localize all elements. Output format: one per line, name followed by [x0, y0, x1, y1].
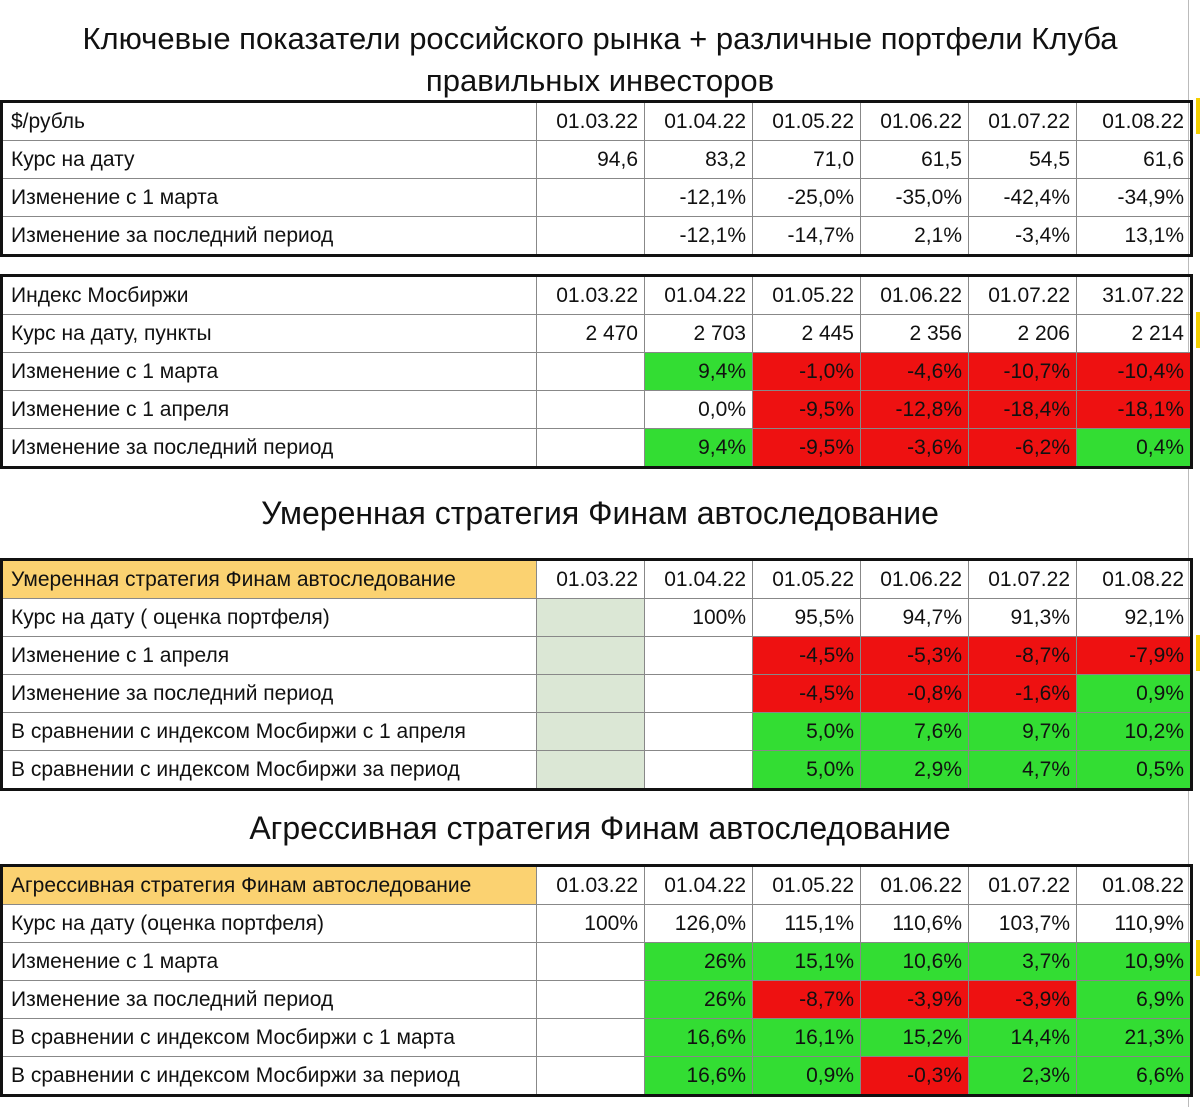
- table-cell: -7,9%: [1077, 637, 1192, 675]
- table-cell: 100%: [537, 905, 645, 943]
- table-cell: 5,0%: [753, 713, 861, 751]
- table-row: [2, 315, 1192, 353]
- table-cell: -1,0%: [753, 353, 861, 391]
- table-row: [2, 217, 1192, 256]
- table-cell: [537, 391, 645, 429]
- row-label: $/рубль: [2, 102, 537, 141]
- row-label: Изменение за последний период: [2, 675, 537, 713]
- table-cell: 0,0%: [645, 391, 753, 429]
- table-cell: [645, 637, 753, 675]
- table-cell: 26%: [645, 943, 753, 981]
- row-label: Курс на дату ( оценка портфеля): [2, 599, 537, 637]
- table-cell: [645, 713, 753, 751]
- table-cell: 01.03.22: [537, 276, 645, 315]
- table-cell: -12,1%: [645, 217, 753, 256]
- table-cell: 01.04.22: [645, 102, 753, 141]
- table-cell: 01.04.22: [645, 276, 753, 315]
- row-label: В сравнении с индексом Мосбиржи с 1 марта: [2, 1019, 537, 1057]
- table-cell: 9,4%: [645, 353, 753, 391]
- table-cell: 2 445: [753, 315, 861, 353]
- table-cell: 71,0: [753, 141, 861, 179]
- table-cell: -4,5%: [753, 675, 861, 713]
- row-label: Изменение с 1 апреля: [2, 391, 537, 429]
- table-cell: [537, 429, 645, 468]
- table-cell: 26%: [645, 981, 753, 1019]
- table-row: [2, 276, 1192, 315]
- table-cell: 16,6%: [645, 1019, 753, 1057]
- table-cell: [537, 217, 645, 256]
- table-cell: 92,1%: [1077, 599, 1192, 637]
- edge-marker: [1196, 98, 1200, 134]
- table-cell: 0,9%: [1077, 675, 1192, 713]
- table-cell: 2 214: [1077, 315, 1192, 353]
- table-cell: 61,5: [861, 141, 969, 179]
- row-label: В сравнении с индексом Мосбиржи с 1 апреля: [2, 713, 537, 751]
- table-cell: [537, 637, 645, 675]
- table-row: [2, 1019, 1192, 1057]
- edge-marker: [1196, 940, 1200, 976]
- table-cell: 01.06.22: [861, 866, 969, 905]
- table-row: [2, 102, 1192, 141]
- table-cell: 54,5: [969, 141, 1077, 179]
- table-cell: 21,3%: [1077, 1019, 1192, 1057]
- table-cell: 4,7%: [969, 751, 1077, 790]
- row-label: Изменение за последний период: [2, 429, 537, 468]
- table-cell: -9,5%: [753, 429, 861, 468]
- table-cell: -8,7%: [753, 981, 861, 1019]
- table-row: [2, 751, 1192, 790]
- table-cell: 0,9%: [753, 1057, 861, 1096]
- table-cell: 01.03.22: [537, 866, 645, 905]
- table-cell: 01.07.22: [969, 560, 1077, 599]
- table-cell: 10,9%: [1077, 943, 1192, 981]
- row-label: В сравнении с индексом Мосбиржи за период: [2, 1057, 537, 1096]
- table-cell: -9,5%: [753, 391, 861, 429]
- table-row: [2, 391, 1192, 429]
- table-cell: 01.05.22: [753, 866, 861, 905]
- row-label: Изменение за последний период: [2, 217, 537, 256]
- table-cell: -10,4%: [1077, 353, 1192, 391]
- table-cell: 01.07.22: [969, 866, 1077, 905]
- table-cell: 103,7%: [969, 905, 1077, 943]
- table-cell: 01.03.22: [537, 560, 645, 599]
- table-cell: -12,1%: [645, 179, 753, 217]
- table-cell: [537, 599, 645, 637]
- table-cell: 110,6%: [861, 905, 969, 943]
- row-label: Курс на дату, пункты: [2, 315, 537, 353]
- table-cell: 16,6%: [645, 1057, 753, 1096]
- table-cell: 2,3%: [969, 1057, 1077, 1096]
- table-row: [2, 353, 1192, 391]
- table-cell: [537, 751, 645, 790]
- table-cell: -25,0%: [753, 179, 861, 217]
- table-cell: -4,6%: [861, 353, 969, 391]
- table-cell: 2 703: [645, 315, 753, 353]
- table-row: [2, 141, 1192, 179]
- table-cell: -10,7%: [969, 353, 1077, 391]
- table-cell: 01.08.22: [1077, 102, 1192, 141]
- table-cell: -6,2%: [969, 429, 1077, 468]
- table-cell: 2 206: [969, 315, 1077, 353]
- table-cell: 10,2%: [1077, 713, 1192, 751]
- table-cell: 01.04.22: [645, 866, 753, 905]
- table-cell: 13,1%: [1077, 217, 1192, 256]
- table-cell: [537, 943, 645, 981]
- table-cell: [645, 675, 753, 713]
- row-label: Индекс Мосбиржи: [2, 276, 537, 315]
- table-row: [2, 905, 1192, 943]
- row-label: Изменение с 1 марта: [2, 353, 537, 391]
- table-row: [2, 599, 1192, 637]
- table-cell: 61,6: [1077, 141, 1192, 179]
- table-cell: 95,5%: [753, 599, 861, 637]
- table-cell: 01.07.22: [969, 276, 1077, 315]
- table-cell: 2,1%: [861, 217, 969, 256]
- table-cell: -18,1%: [1077, 391, 1192, 429]
- table-cell: -3,9%: [861, 981, 969, 1019]
- table-cell: 2 470: [537, 315, 645, 353]
- table-cell: -42,4%: [969, 179, 1077, 217]
- row-label: Курс на дату (оценка портфеля): [2, 905, 537, 943]
- table-cell: 01.08.22: [1077, 866, 1192, 905]
- edge-marker: [1196, 635, 1200, 671]
- table-cell: [537, 675, 645, 713]
- table-cell: -14,7%: [753, 217, 861, 256]
- table-cell: -3,4%: [969, 217, 1077, 256]
- table-cell: 31.07.22: [1077, 276, 1192, 315]
- table-cell: 115,1%: [753, 905, 861, 943]
- table-cell: 9,4%: [645, 429, 753, 468]
- table-cell: -3,9%: [969, 981, 1077, 1019]
- table-row: [2, 560, 1192, 599]
- table-cell: 2,9%: [861, 751, 969, 790]
- table-cell: 6,6%: [1077, 1057, 1192, 1096]
- table-cell: -5,3%: [861, 637, 969, 675]
- table-cell: 01.06.22: [861, 560, 969, 599]
- row-label: В сравнении с индексом Мосбиржи за период: [2, 751, 537, 790]
- table-cell: 16,1%: [753, 1019, 861, 1057]
- table-cell: -18,4%: [969, 391, 1077, 429]
- table-cell: -35,0%: [861, 179, 969, 217]
- page-title: Ключевые показатели российского рынка + различные портфели Клуба правильных инвесторов: [82, 21, 1118, 98]
- table-cell: 0,5%: [1077, 751, 1192, 790]
- table-cell: -34,9%: [1077, 179, 1192, 217]
- table-cell: -0,8%: [861, 675, 969, 713]
- table-row: [2, 713, 1192, 751]
- table-cell: 01.08.22: [1077, 560, 1192, 599]
- table-cell: 3,7%: [969, 943, 1077, 981]
- table-row: [2, 981, 1192, 1019]
- table-cell: 10,6%: [861, 943, 969, 981]
- table-cell: -4,5%: [753, 637, 861, 675]
- table-cell: [537, 1057, 645, 1096]
- table-cell: 14,4%: [969, 1019, 1077, 1057]
- table-cell: 94,6: [537, 141, 645, 179]
- row-label: Изменение с 1 марта: [2, 179, 537, 217]
- row-label: Изменение за последний период: [2, 981, 537, 1019]
- row-label: Курс на дату: [2, 141, 537, 179]
- table-row: [2, 429, 1192, 468]
- table-cell: 01.05.22: [753, 102, 861, 141]
- table-row: [2, 866, 1192, 905]
- table-cell: 0,4%: [1077, 429, 1192, 468]
- table-row: [2, 675, 1192, 713]
- table-cell: 5,0%: [753, 751, 861, 790]
- table-cell: [537, 179, 645, 217]
- table-cell: 126,0%: [645, 905, 753, 943]
- table-cell: 9,7%: [969, 713, 1077, 751]
- table-cell: 01.06.22: [861, 102, 969, 141]
- table-cell: [537, 713, 645, 751]
- aggressive-table: [0, 864, 1193, 1097]
- row-label: Изменение с 1 марта: [2, 943, 537, 981]
- table-cell: -8,7%: [969, 637, 1077, 675]
- table-cell: 15,2%: [861, 1019, 969, 1057]
- table-row: [2, 943, 1192, 981]
- table-cell: [537, 981, 645, 1019]
- table-row: [2, 637, 1192, 675]
- table-cell: 15,1%: [753, 943, 861, 981]
- table-row: [2, 1057, 1192, 1096]
- row-label: Умеренная стратегия Финам автоследование: [2, 560, 537, 599]
- moderate-heading: Умеренная стратегия Финам автоследование: [261, 495, 939, 531]
- table-cell: 7,6%: [861, 713, 969, 751]
- row-label: Агрессивная стратегия Финам автоследование: [2, 866, 537, 905]
- moderate-table: [0, 558, 1193, 791]
- edge-marker: [1196, 312, 1200, 348]
- moex-table: [0, 274, 1193, 469]
- table-cell: -3,6%: [861, 429, 969, 468]
- table-cell: [537, 353, 645, 391]
- table-cell: 01.04.22: [645, 560, 753, 599]
- table-cell: 110,9%: [1077, 905, 1192, 943]
- table-cell: -0,3%: [861, 1057, 969, 1096]
- table-cell: 2 356: [861, 315, 969, 353]
- table-cell: [537, 1019, 645, 1057]
- table-cell: 01.06.22: [861, 276, 969, 315]
- table-cell: 01.05.22: [753, 276, 861, 315]
- table-cell: 83,2: [645, 141, 753, 179]
- table-cell: [645, 751, 753, 790]
- aggressive-heading: Агрессивная стратегия Финам автоследование: [249, 810, 951, 846]
- table-cell: 100%: [645, 599, 753, 637]
- table-cell: -1,6%: [969, 675, 1077, 713]
- table-cell: -12,8%: [861, 391, 969, 429]
- table-cell: 01.07.22: [969, 102, 1077, 141]
- table-cell: 01.03.22: [537, 102, 645, 141]
- table-cell: 91,3%: [969, 599, 1077, 637]
- table-cell: 94,7%: [861, 599, 969, 637]
- row-label: Изменение с 1 апреля: [2, 637, 537, 675]
- table-cell: 01.05.22: [753, 560, 861, 599]
- usd-table: [0, 100, 1193, 257]
- table-row: [2, 179, 1192, 217]
- table-cell: 6,9%: [1077, 981, 1192, 1019]
